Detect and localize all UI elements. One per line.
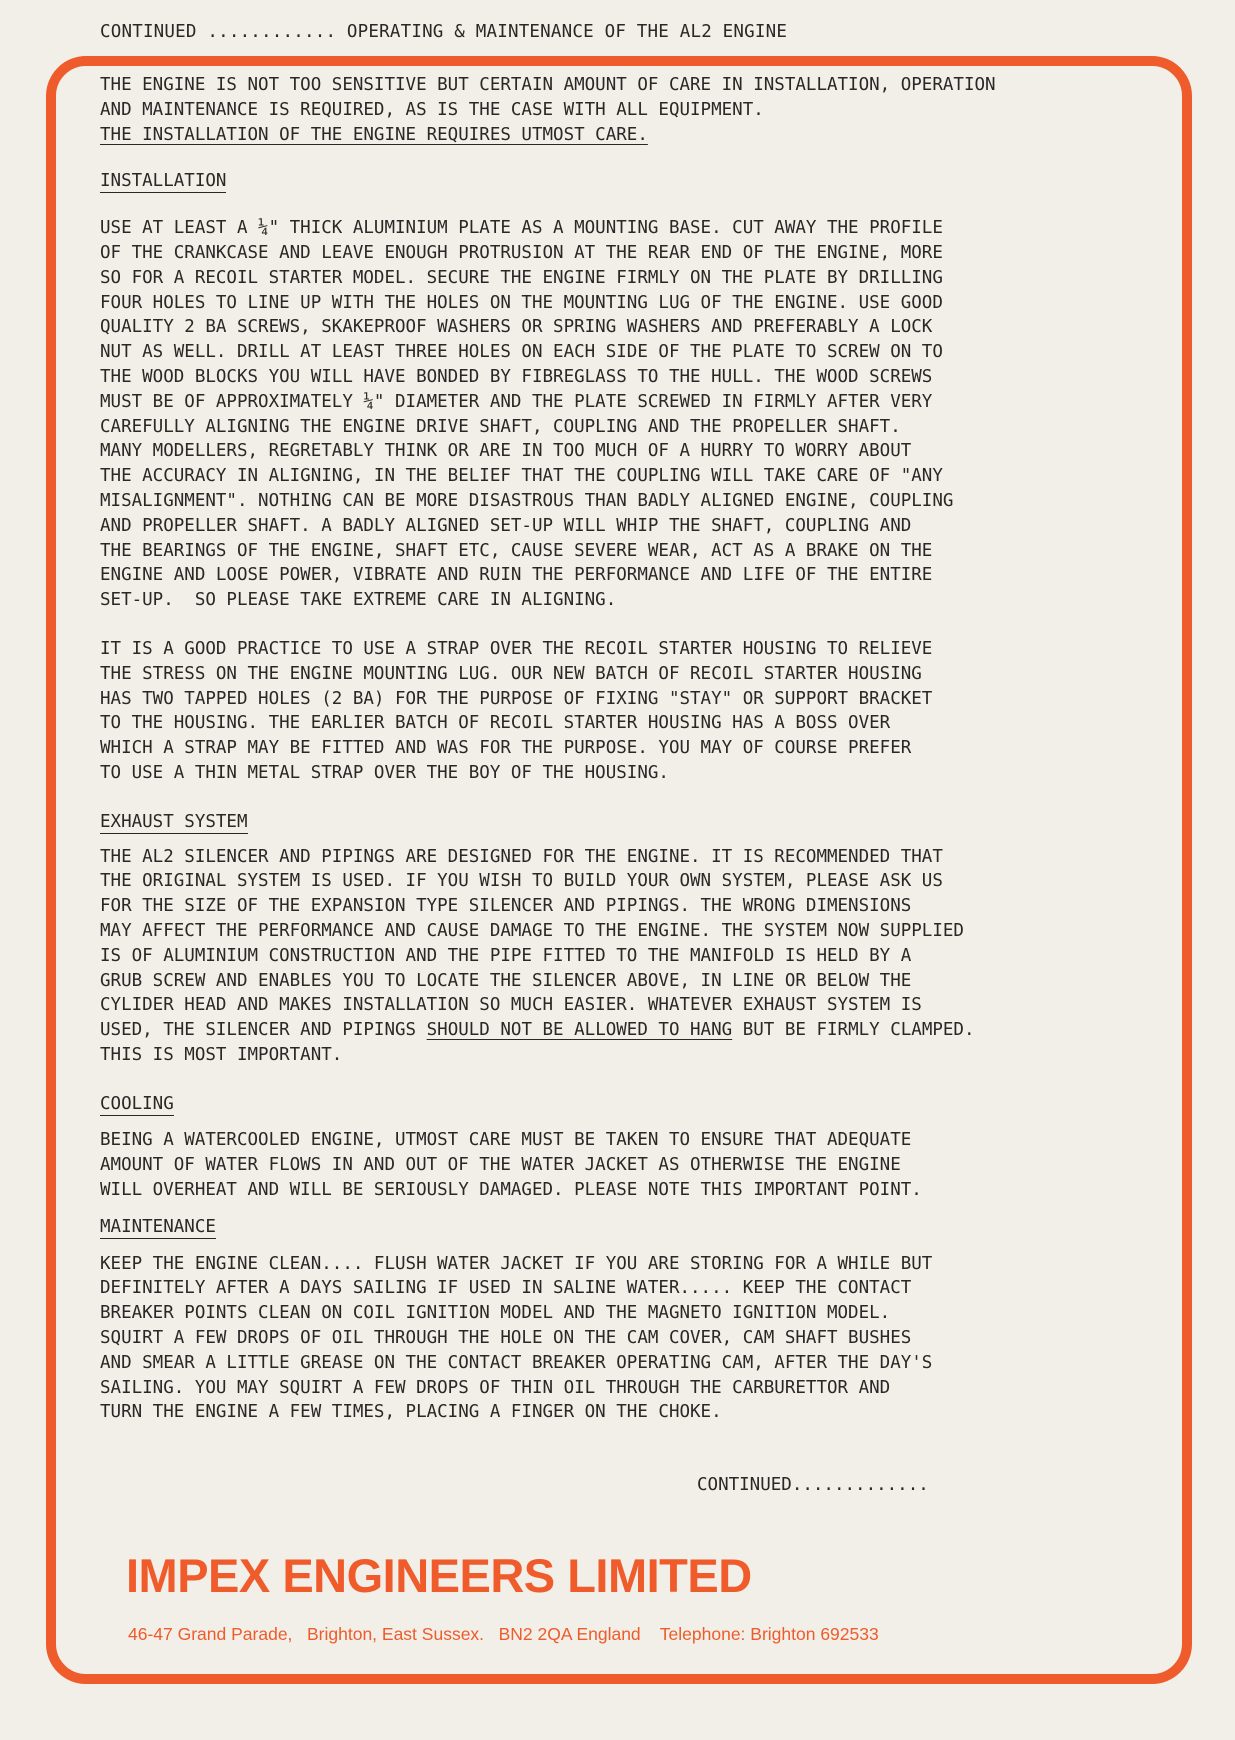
installation-line: USE AT LEAST A ¼" THICK ALUMINIUM PLATE AS A MOUNTING BASE. CUT AWAY THE PROFILE <box>100 218 943 239</box>
cooling-line: AMOUNT OF WATER FLOWS IN AND OUT OF THE WATER JACKET AS OTHERWISE THE ENGINE <box>100 1155 901 1176</box>
exhaust-line: GRUB SCREW AND ENABLES YOU TO LOCATE THE SILENCER ABOVE, IN LINE OR BELOW THE <box>100 970 912 991</box>
maintenance-line: SAILING. YOU MAY SQUIRT A FEW DROPS OF THIN OIL THROUGH THE CARBURETTOR AND <box>100 1377 891 1398</box>
intro-emphasis-line <box>100 123 1180 148</box>
installation-line: OF THE CRANKCASE AND LEAVE ENOUGH PROTRUSION AT THE REAR END OF THE ENGINE, MORE <box>100 242 943 263</box>
installation-line: TO USE A THIN METAL STRAP OVER THE BOY OF THE HOUSING. <box>100 762 669 783</box>
maintenance-line: BREAKER POINTS CLEAN ON COIL IGNITION MODEL AND THE MAGNETO IGNITION MODEL. <box>100 1303 891 1324</box>
exhaust-line-post: BUT BE FIRMLY CLAMPED. <box>732 1020 975 1041</box>
exhaust-line <box>100 1018 1180 1043</box>
exhaust-line: FOR THE SIZE OF THE EXPANSION TYPE SILENCER AND PIPINGS. THE WRONG DIMENSIONS <box>100 896 912 917</box>
installation-line: ENGINE AND LOOSE POWER, VIBRATE AND RUIN THE PERFORMANCE AND LIFE OF THE ENTIRE <box>100 565 933 586</box>
exhaust-line: IS OF ALUMINIUM CONSTRUCTION AND THE PIPE FITTED TO THE MANIFOLD IS HELD BY A <box>100 945 912 966</box>
installation-line: HAS TWO TAPPED HOLES (2 BA) FOR THE PURPOSE OF FIXING "STAY" OR SUPPORT BRACKET <box>100 688 933 709</box>
exhaust-heading-row <box>100 810 1180 835</box>
installation-paragraph-2 <box>100 637 1180 786</box>
installation-line: WHICH A STRAP MAY BE FITTED AND WAS FOR THE PURPOSE. YOU MAY OF COURSE PREFER <box>100 738 912 759</box>
maintenance-line: DEFINITELY AFTER A DAYS SAILING IF USED IN SALINE WATER..... KEEP THE CONTACT <box>100 1278 912 1299</box>
company-address: 46-47 Grand Parade, Brighton, East Sussex. BN2 2QA England Telephone: Brighton 692533 <box>128 1624 879 1644</box>
installation-line: MISALIGNMENT". NOTHING CAN BE MORE DISASTROUS THAN BADLY ALIGNED ENGINE, COUPLING <box>100 490 954 511</box>
page-header-continued: CONTINUED ............ OPERATING & MAINTENANCE OF THE AL2 ENGINE <box>100 22 788 42</box>
installation-line: THE STRESS ON THE ENGINE MOUNTING LUG. OUR NEW BATCH OF RECOIL STARTER HOUSING <box>100 663 922 684</box>
exhaust-warning: SHOULD NOT BE ALLOWED TO HANG <box>426 1020 733 1041</box>
exhaust-line: THE AL2 SILENCER AND PIPINGS ARE DESIGNED FOR THE ENGINE. IT IS RECOMMENDED THAT <box>100 846 943 867</box>
installation-line: FOUR HOLES TO LINE UP WITH THE HOLES ON THE MOUNTING LUG OF THE ENGINE. USE GOOD <box>100 292 943 313</box>
exhaust-line: CYLIDER HEAD AND MAKES INSTALLATION SO MUCH EASIER. WHATEVER EXHAUST SYSTEM IS <box>100 995 922 1016</box>
exhaust-line: MAY AFFECT THE PERFORMANCE AND CAUSE DAMAGE TO THE ENGINE. THE SYSTEM NOW SUPPLIED <box>100 920 964 941</box>
intro-line: THE ENGINE IS NOT TOO SENSITIVE BUT CERTAIN AMOUNT OF CARE IN INSTALLATION, OPERATION <box>100 75 996 95</box>
exhaust-line: THE ORIGINAL SYSTEM IS USED. IF YOU WISH TO BUILD YOUR OWN SYSTEM, PLEASE ASK US <box>100 871 943 892</box>
installation-heading-row <box>100 169 1180 194</box>
installation-line: THE ACCURACY IN ALIGNING, IN THE BELIEF THAT THE COUPLING WILL TAKE CARE OF "ANY <box>100 466 943 487</box>
intro-line: AND MAINTENANCE IS REQUIRED, AS IS THE CASE WITH ALL EQUIPMENT. <box>100 99 764 120</box>
continued-footer: CONTINUED............. <box>697 1475 929 1495</box>
installation-heading: INSTALLATION <box>100 171 227 192</box>
exhaust-line-pre: USED, THE SILENCER AND PIPINGS <box>100 1020 427 1041</box>
maintenance-paragraph <box>100 1252 1180 1426</box>
maintenance-line: TURN THE ENGINE A FEW TIMES, PLACING A FINGER ON THE CHOKE. <box>100 1402 722 1423</box>
cooling-line: BEING A WATERCOOLED ENGINE, UTMOST CARE MUST BE TAKEN TO ENSURE THAT ADEQUATE <box>100 1130 912 1151</box>
installation-line: NUT AS WELL. DRILL AT LEAST THREE HOLES ON EACH SIDE OF THE PLATE TO SCREW ON TO <box>100 342 943 363</box>
exhaust-heading: EXHAUST SYSTEM <box>100 811 248 832</box>
installation-line: MUST BE OF APPROXIMATELY ¼" DIAMETER AND THE PLATE SCREWED IN FIRMLY AFTER VERY <box>100 391 933 412</box>
installation-line: AND PROPELLER SHAFT. A BADLY ALIGNED SET-UP WILL WHIP THE SHAFT, COUPLING AND <box>100 515 912 536</box>
maintenance-line: KEEP THE ENGINE CLEAN.... FLUSH WATER JACKET IF YOU ARE STORING FOR A WHILE BUT <box>100 1253 933 1274</box>
exhaust-paragraph <box>100 845 1180 1068</box>
exhaust-line: THIS IS MOST IMPORTANT. <box>100 1044 343 1065</box>
maintenance-heading: MAINTENANCE <box>100 1216 216 1237</box>
intro-emphasis: THE INSTALLATION OF THE ENGINE REQUIRES UTMOST CARE. <box>100 124 648 145</box>
installation-line: THE BEARINGS OF THE ENGINE, SHAFT ETC, CAUSE SEVERE WEAR, ACT AS A BRAKE ON THE <box>100 540 933 561</box>
installation-line: MANY MODELLERS, REGRETABLY THINK OR ARE IN TOO MUCH OF A HURRY TO WORRY ABOUT <box>100 441 912 462</box>
installation-line: SET-UP. SO PLEASE TAKE EXTREME CARE IN ALIGNING. <box>100 590 617 611</box>
cooling-heading: COOLING <box>100 1093 174 1114</box>
installation-line: QUALITY 2 BA SCREWS, SKAKEPROOF WASHERS OR SPRING WASHERS AND PREFERABLY A LOCK <box>100 317 933 338</box>
maintenance-line: SQUIRT A FEW DROPS OF OIL THROUGH THE HOLE ON THE CAM COVER, CAM SHAFT BUSHES <box>100 1328 912 1349</box>
cooling-line: WILL OVERHEAT AND WILL BE SERIOUSLY DAMAGED. PLEASE NOTE THIS IMPORTANT POINT. <box>100 1180 922 1201</box>
installation-line: TO THE HOUSING. THE EARLIER BATCH OF RECOIL STARTER HOUSING HAS A BOSS OVER <box>100 713 891 734</box>
company-name: IMPEX ENGINEERS LIMITED <box>126 1549 752 1602</box>
document-body <box>100 73 1180 1425</box>
cooling-heading-row <box>100 1092 1180 1117</box>
installation-line: THE WOOD BLOCKS YOU WILL HAVE BONDED BY FIBREGLASS TO THE HULL. THE WOOD SCREWS <box>100 366 933 387</box>
installation-line: IT IS A GOOD PRACTICE TO USE A STRAP OVER THE RECOIL STARTER HOUSING TO RELIEVE <box>100 638 933 659</box>
cooling-paragraph <box>100 1128 1180 1202</box>
installation-line: SO FOR A RECOIL STARTER MODEL. SECURE THE ENGINE FIRMLY ON THE PLATE BY DRILLING <box>100 267 943 288</box>
maintenance-heading-row <box>100 1215 1180 1240</box>
maintenance-line: AND SMEAR A LITTLE GREASE ON THE CONTACT BREAKER OPERATING CAM, AFTER THE DAY'S <box>100 1352 933 1373</box>
installation-line: CAREFULLY ALIGNING THE ENGINE DRIVE SHAFT, COUPLING AND THE PROPELLER SHAFT. <box>100 416 901 437</box>
intro-paragraph <box>100 73 1180 147</box>
installation-paragraph-1 <box>100 216 1180 613</box>
